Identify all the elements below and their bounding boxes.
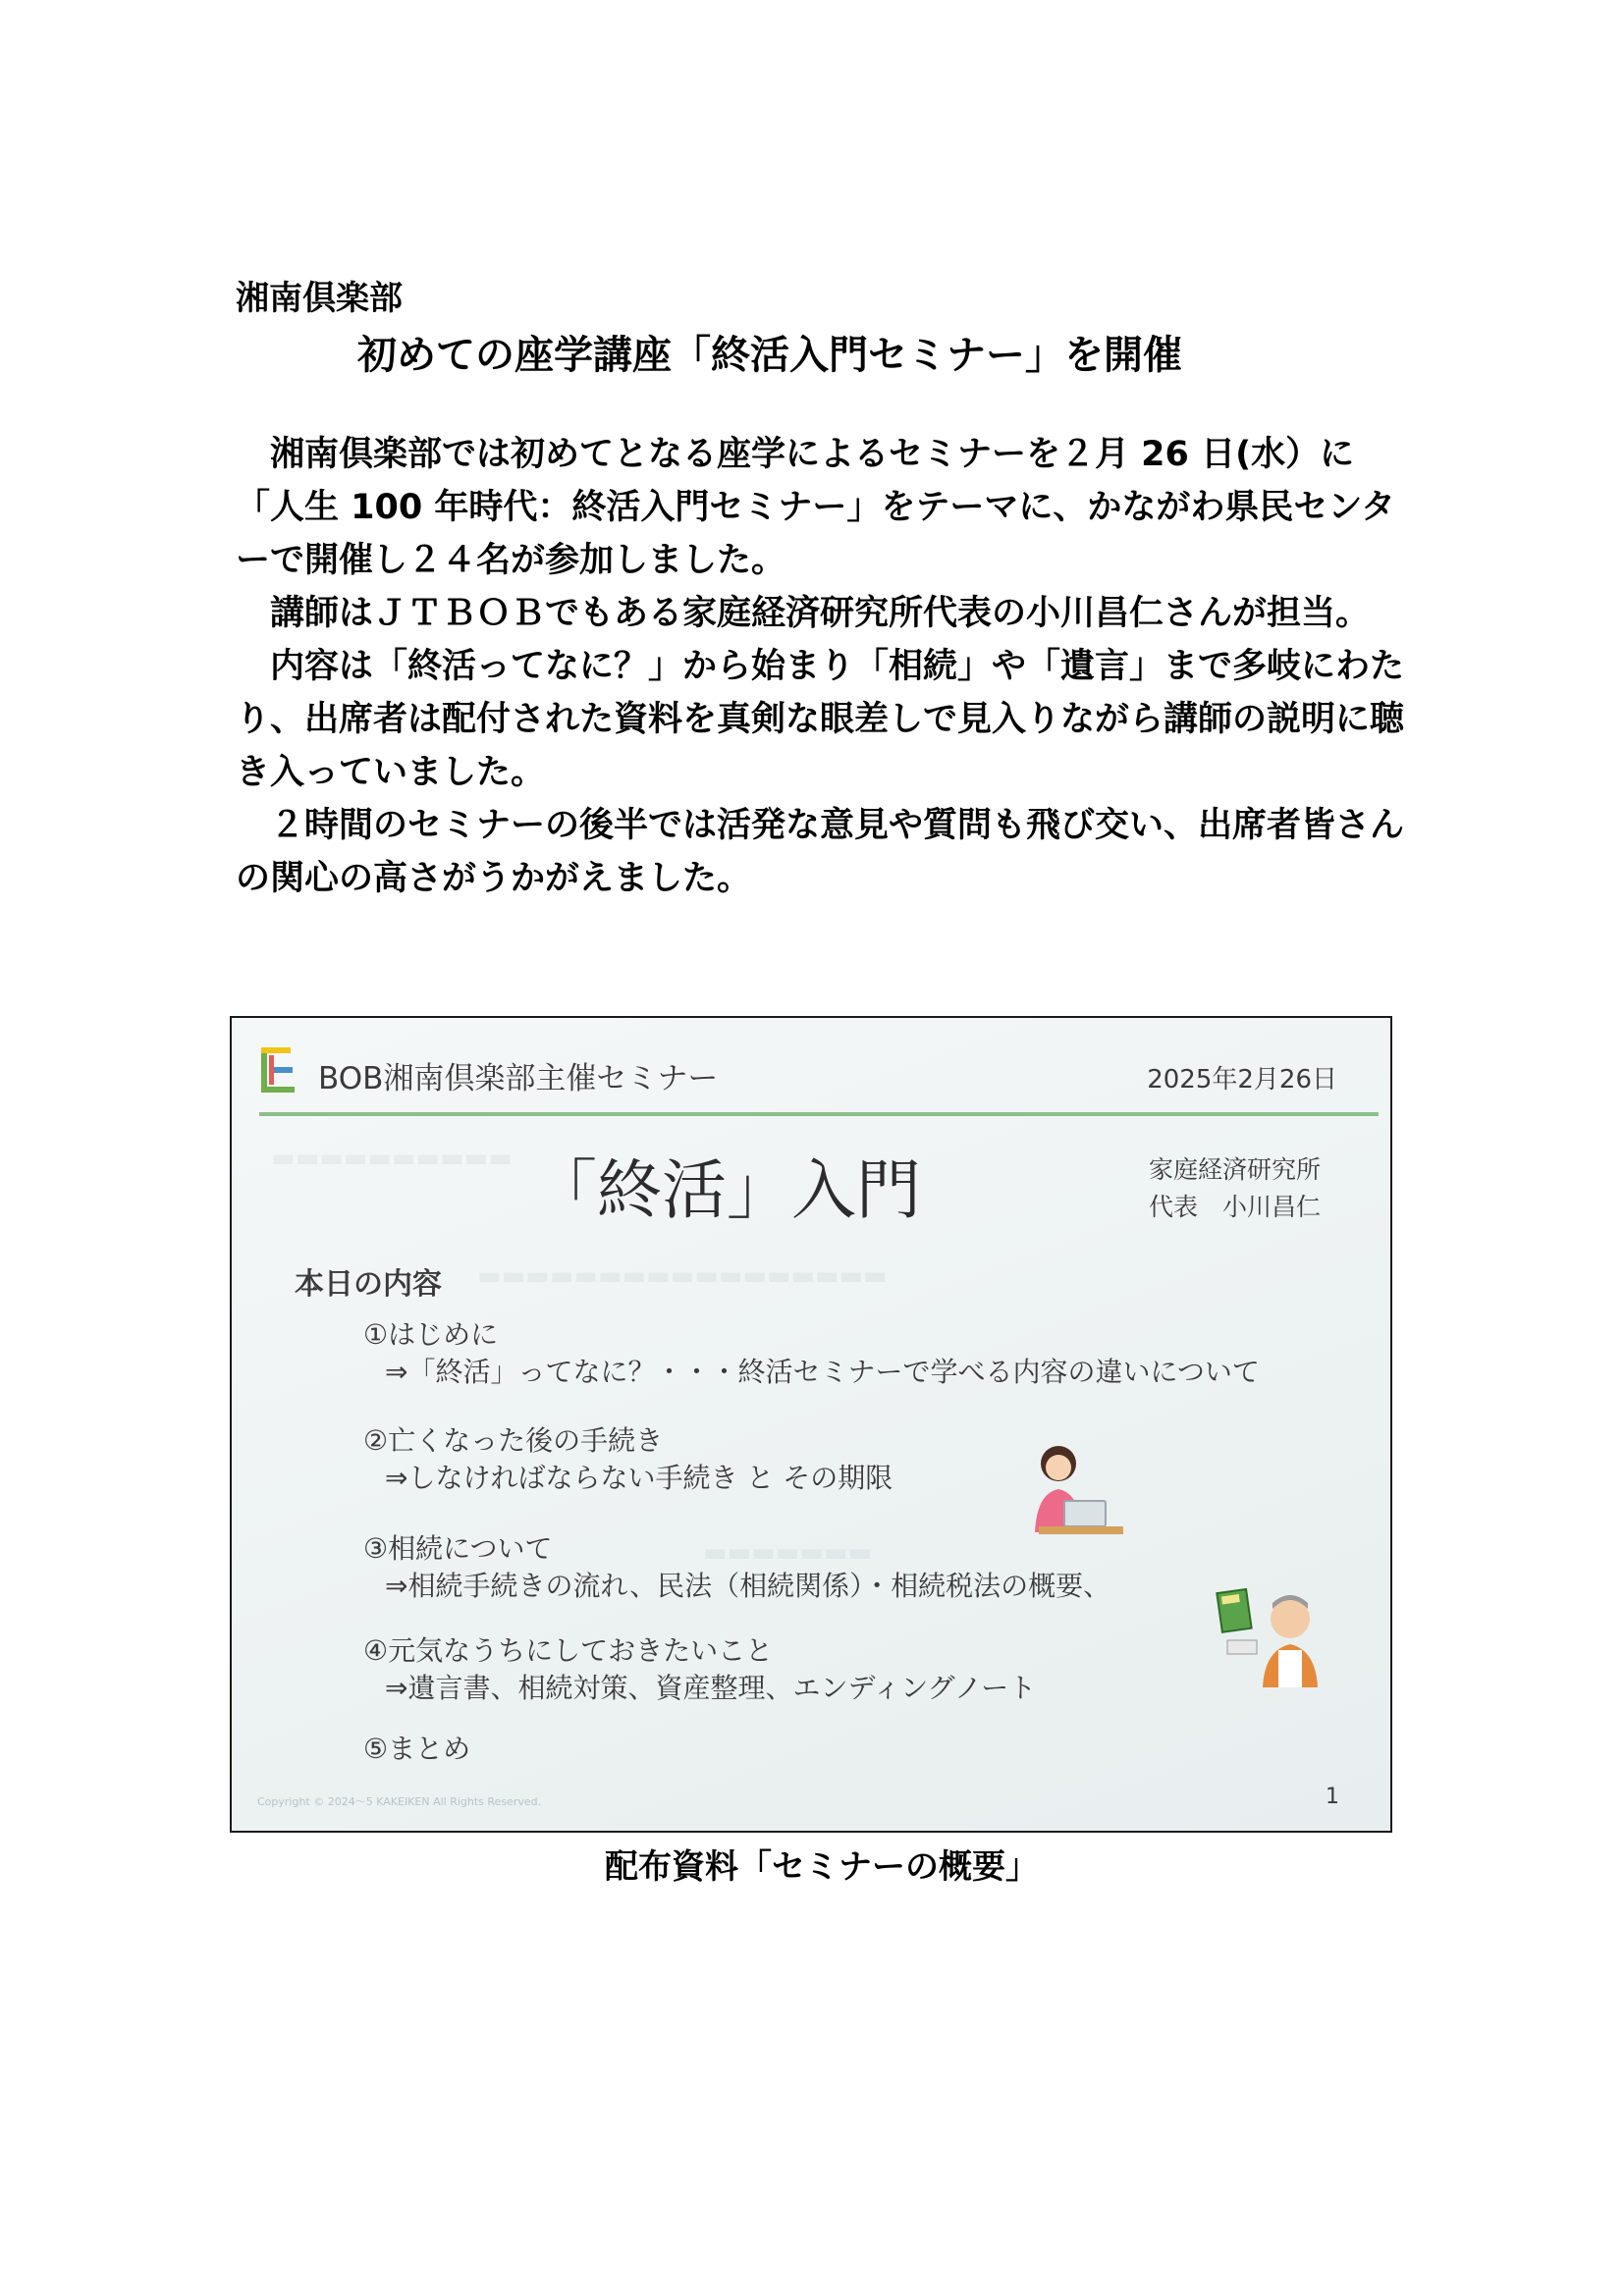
organization-logo-icon: [259, 1043, 298, 1096]
background-bleed-decoration: ▬▬▬▬▬▬▬▬▬▬▬▬▬▬▬▬▬: [477, 1261, 888, 1291]
paragraph: 湘南倶楽部では初めてとなる座学によるセミナーを２月 26 日(水）に「人生 100 年時代：終活入門セミナー」をテーマに、かながわ県民センターで開催し２４名が参加しました。: [236, 435, 1396, 580]
club-name: 湘南倶楽部: [236, 279, 403, 318]
woman-at-laptop-illustration-icon: [1017, 1438, 1125, 1536]
slide-title: 「終活」入門: [532, 1152, 921, 1228]
article-title: 初めての座学講座「終活入門セミナー」を開催: [357, 333, 1182, 378]
paragraph: 内容は「終活ってなに？」から始まり「相続」や「遺言」まで多岐にわたり、出席者は配付された資料を真剣な眼差しで見入りながら講師の説明に聴き入っていました。: [236, 647, 1405, 792]
slide-divider: [259, 1112, 1379, 1116]
agenda-item-title: ⑤まとめ: [363, 1733, 471, 1765]
presenter-name: 代表 小川昌仁: [1149, 1193, 1322, 1221]
seminar-slide-photo: [230, 1016, 1392, 1833]
background-bleed-decoration: ▬▬▬▬▬▬▬▬▬▬: [271, 1144, 513, 1173]
agenda-heading: 本日の内容: [295, 1267, 442, 1302]
background-bleed-decoration: ▬▬▬▬▬▬▬: [703, 1538, 872, 1568]
agenda-item-title: ④元気なうちにしておきたいこと: [363, 1634, 774, 1667]
slide-date: 2025年2月26日: [1147, 1065, 1337, 1095]
article-body: [236, 428, 1404, 905]
slide-organizer: BOB湘南倶楽部主催セミナー: [318, 1061, 719, 1096]
agenda-item: [363, 1530, 1110, 1605]
agenda-item-detail: ⇒しなければならない手続き と その期限: [385, 1462, 893, 1494]
agenda-item: [363, 1316, 1260, 1391]
slide-presenter: [1149, 1151, 1321, 1226]
paragraph: 講師はＪＴＢＯＢでもある家庭経済研究所代表の小川昌仁さんが担当。: [270, 594, 1371, 633]
agenda-item: [363, 1731, 470, 1768]
paragraph: ２時間のセミナーの後半では活発な意見や質問も飛び交い、出席者皆さんの関心の高さがうかがえました。: [236, 806, 1405, 898]
agenda-item: [363, 1632, 1036, 1707]
agenda-item-detail: ⇒相続手続きの流れ、民法（相続関係）・相続税法の概要、: [385, 1570, 1111, 1602]
agenda-item-title: ③相続について: [363, 1532, 553, 1565]
agenda-item-detail: ⇒遺言書、相続対策、資産整理、エンディングノート: [385, 1672, 1037, 1704]
agenda-item: [363, 1422, 893, 1497]
slide-page-number: 1: [1326, 1785, 1339, 1809]
presenter-organization: 家庭経済研究所: [1149, 1155, 1322, 1184]
figure-caption: 配布資料「セミナーの概要」: [605, 1847, 1039, 1887]
agenda-item-title: ①はじめに: [363, 1318, 499, 1351]
agenda-item-title: ②亡くなった後の手続き: [363, 1424, 664, 1457]
man-with-book-illustration-icon: [1214, 1581, 1322, 1689]
slide-copyright: Copyright © 2024～5 KAKEIKEN All Rights Reserved.: [257, 1795, 542, 1808]
agenda-item-detail: ⇒「終活」ってなに？・・・終活セミナーで学べる内容の違いについて: [385, 1356, 1260, 1388]
